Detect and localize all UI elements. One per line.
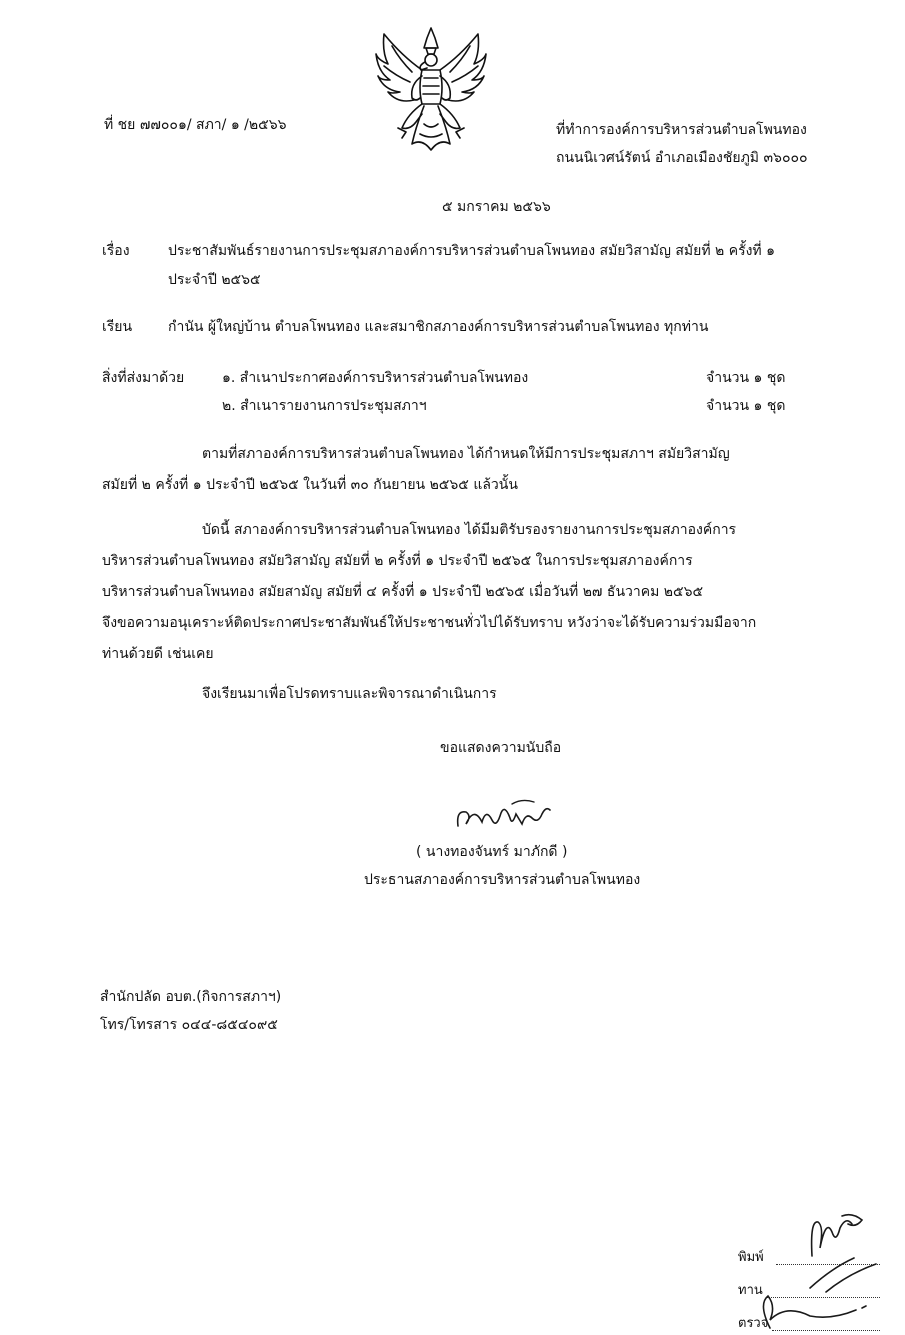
closing-regards: ขอแสดงความนับถือ: [440, 740, 562, 756]
paragraph-line: บริหารส่วนตำบลโพนทอง สมัยวิสามัญ สมัยที่ ๒ ครั้งที่ ๑ ประจำปี ๒๕๖๕ ในการประชุมสภาองค์การ: [102, 553, 693, 569]
garuda-emblem-icon: [372, 26, 490, 152]
initials-checked-label: ตรวจ: [738, 1316, 769, 1331]
office-address-line2: ถนนนิเวศน์รัตน์ อำเภอเมืองชัยภูมิ ๓๖๐๐๐: [556, 150, 808, 166]
initials-typed-label: พิมพ์: [738, 1250, 764, 1265]
paragraph-line: ท่านด้วยดี เช่นเคย: [102, 646, 214, 662]
paragraph-line: สมัยที่ ๒ ครั้งที่ ๑ ประจำปี ๒๕๖๕ ในวันที่ ๓๐ กันยายน ๒๕๖๕ แล้วนั้น: [102, 477, 518, 493]
body-paragraph-3: จึงเรียนมาเพื่อโปรดทราบและพิจารณาดำเนินการ: [202, 686, 497, 702]
enclosure-quantity: จำนวน ๑ ชุด: [706, 398, 786, 414]
paragraph-line: บัดนี้ สภาองค์การบริหารส่วนตำบลโพนทอง ได้มีมติรับรองรายงานการประชุมสภาองค์การ: [202, 522, 737, 538]
initials-scribbles: [752, 1212, 882, 1334]
footer-department: สำนักปลัด อบต.(กิจการสภาฯ): [100, 989, 282, 1005]
enclosure-quantity: จำนวน ๑ ชุด: [706, 370, 786, 386]
signatory-title: ประธานสภาองค์การบริหารส่วนตำบลโพนทอง: [364, 872, 641, 888]
handwritten-signature: [452, 796, 554, 836]
enclosure-item: ๒. สำเนารายงานการประชุมสภาฯ: [222, 398, 427, 414]
recipient-label: เรียน: [102, 319, 133, 335]
paragraph-line: บริหารส่วนตำบลโพนทอง สมัยสามัญ สมัยที่ ๔ ครั้งที่ ๑ ประจำปี ๒๕๖๕ เมื่อวันที่ ๒๗ ธันวาคม ๒๕๖๕: [102, 584, 704, 600]
paragraph-line: ตามที่สภาองค์การบริหารส่วนตำบลโพนทอง ได้กำหนดให้มีการประชุมสภาฯ สมัยวิสามัญ: [202, 446, 730, 462]
initials-draft-label: ทาน: [738, 1283, 763, 1298]
body-paragraph-2: [102, 515, 854, 670]
enclosures-label: สิ่งที่ส่งมาด้วย: [102, 370, 185, 386]
document-date: ๕ มกราคม ๒๕๖๖: [442, 199, 551, 215]
footer-phone: โทร/โทรสาร ๐๔๔-๘๕๔๐๙๕: [100, 1017, 278, 1033]
subject-line2: ประจำปี ๒๕๖๕: [168, 272, 261, 288]
subject-label: เรื่อง: [102, 243, 130, 259]
body-paragraph-1: [102, 439, 854, 501]
subject-line1: ประชาสัมพันธ์รายงานการประชุมสภาองค์การบริหารส่วนตำบลโพนทอง สมัยวิสามัญ สมัยที่ ๒ ครั้งที่ ๑: [168, 243, 775, 259]
signatory-name: ( นางทองจันทร์ มาภักดี ): [416, 844, 568, 860]
paragraph-line: จึงขอความอนุเคราะห์ติดประกาศประชาสัมพันธ์ให้ประชาชนทั่วไปได้รับทราบ หวังว่าจะได้รับความร่วมมือจาก: [102, 615, 757, 631]
document-number: ที่ ชย ๗๗๐๐๑/ สภา/ ๑ /๒๕๖๖: [104, 117, 287, 133]
recipient-text: กำนัน ผู้ใหญ่บ้าน ตำบลโพนทอง และสมาชิกสภาองค์การบริหารส่วนตำบลโพนทอง ทุกท่าน: [168, 319, 709, 335]
office-address-line1: ที่ทำการองค์การบริหารส่วนตำบลโพนทอง: [556, 122, 807, 138]
enclosure-item: ๑. สำเนาประกาศองค์การบริหารส่วนตำบลโพนทอง: [222, 370, 529, 386]
